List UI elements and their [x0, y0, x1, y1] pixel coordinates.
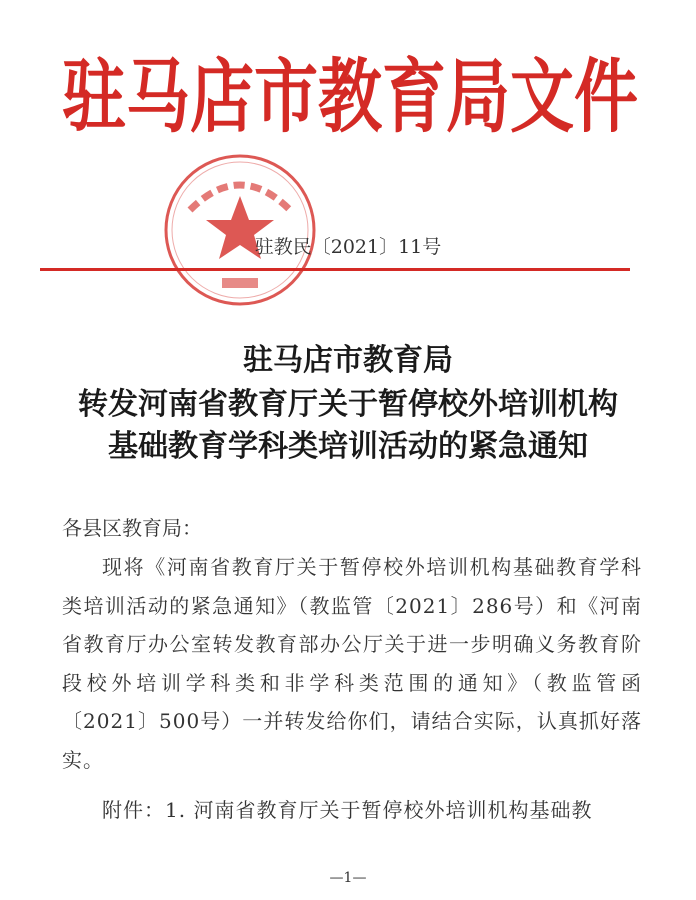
document-masthead: 驻马店市教育局文件 — [62, 51, 638, 145]
salutation: 各县区教育局： — [62, 516, 202, 540]
page-number: —1— — [329, 870, 367, 886]
document-number: 驻教民〔2021〕11号 — [254, 236, 442, 258]
attachment-line: 附件：1. 河南省教育厅关于暂停校外培训机构基础教 — [102, 798, 593, 822]
official-seal-icon — [160, 150, 320, 310]
header-divider — [40, 268, 630, 271]
body-paragraph: 现将《河南省教育厅关于暂停校外培训机构基础教育学科类培训活动的紧急通知》（教监管〔2021〕286号）和《河南省教育厅办公室转发教育部办公厅关于进一步明确义务教育阶段校外培训学科类和非学科类范围的通知》（教监管函〔2021〕500号）一并转发给你们，请结合实际，认真抓好落实。 — [62, 555, 642, 772]
title-line-2: 转发河南省教育厅关于暂停校外培训机构 — [78, 387, 618, 422]
title-line-1: 驻马店市教育局 — [243, 343, 453, 378]
title-line-3: 基础教育学科类培训活动的紧急通知 — [108, 429, 588, 464]
body-text — [62, 548, 642, 779]
